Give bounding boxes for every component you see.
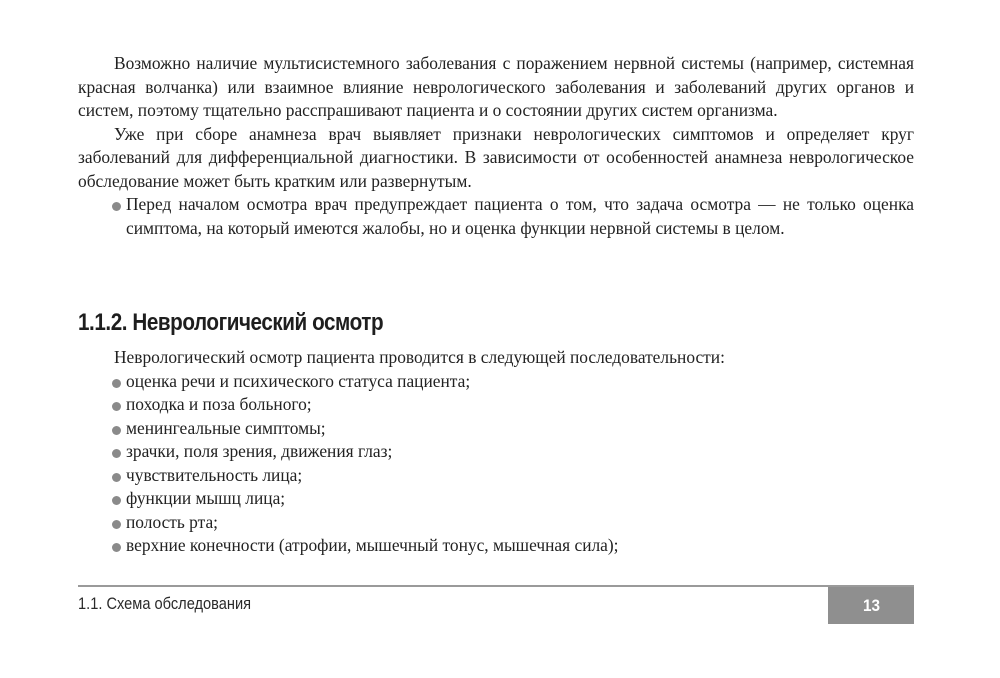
paragraph: Уже при сборе анамнеза врач выявляет признаки неврологических симптомов и определяет круг заболеваний для дифференциальной диагностики. В зависимости от особенностей анамнеза неврологическое обследование может быть кратким или развернутым. bbox=[78, 123, 914, 191]
paragraph: Возможно наличие мультисистемного заболевания с поражением нервной системы (например, системная красная волчанка) или взаимное влияние неврологического заболевания и заболеваний других органов и систем, поэтому тщательно расспрашивают пациента и о состоянии других систем организма. bbox=[78, 53, 914, 120]
list-item bbox=[78, 417, 914, 441]
bullet-dot-icon bbox=[112, 520, 121, 529]
list-item bbox=[78, 464, 914, 488]
section-body bbox=[78, 346, 914, 558]
list-item bbox=[78, 487, 914, 511]
list-item-text: зрачки, поля зрения, движения глаз; bbox=[126, 441, 393, 461]
list-item-text: оценка речи и психического статуса пациента; bbox=[126, 370, 471, 391]
list-item bbox=[78, 370, 914, 394]
bullet-dot-icon bbox=[112, 202, 121, 211]
bullet-dot-icon bbox=[112, 473, 121, 482]
list-item-text: походка и поза больного; bbox=[126, 394, 312, 414]
list-item bbox=[78, 393, 914, 417]
bullet-dot-icon bbox=[112, 402, 121, 411]
page-number-badge bbox=[828, 587, 914, 624]
list-item-text: верхние конечности (атрофии, мышечный тонус, мышечная сила); bbox=[126, 535, 619, 555]
bullet-dot-icon bbox=[112, 543, 121, 552]
exam-sequence-list bbox=[78, 370, 914, 558]
bullet-dot-icon bbox=[112, 496, 121, 505]
list-item-text: чувствительность лица; bbox=[126, 464, 303, 485]
list-item-text: функции мышц лица; bbox=[126, 488, 286, 508]
list-item bbox=[78, 534, 914, 558]
footer-divider bbox=[78, 585, 914, 587]
list-item-text: полость рта; bbox=[126, 511, 219, 532]
note-bullet bbox=[78, 193, 914, 240]
body-text bbox=[78, 52, 914, 240]
section-intro: Неврологический осмотр пациента проводится в следующей последовательности: bbox=[114, 347, 725, 367]
list-item bbox=[78, 440, 914, 464]
list-item bbox=[78, 511, 914, 535]
bullet-dot-icon bbox=[112, 449, 121, 458]
note-bullet-text: Перед началом осмотра врач предупреждает пациента о том, что задача осмотра — не только оценка симптома, на который имеются жалобы, но и оценка функции нервной системы в целом. bbox=[126, 194, 914, 238]
bullet-dot-icon bbox=[112, 426, 121, 435]
list-item-text: менингеальные симптомы; bbox=[126, 417, 326, 438]
section-heading: 1.1.2. Неврологический осмотр bbox=[78, 309, 384, 336]
page-number: 13 bbox=[862, 595, 880, 615]
running-title: 1.1. Схема обследования bbox=[78, 594, 252, 613]
bullet-dot-icon bbox=[112, 379, 121, 388]
